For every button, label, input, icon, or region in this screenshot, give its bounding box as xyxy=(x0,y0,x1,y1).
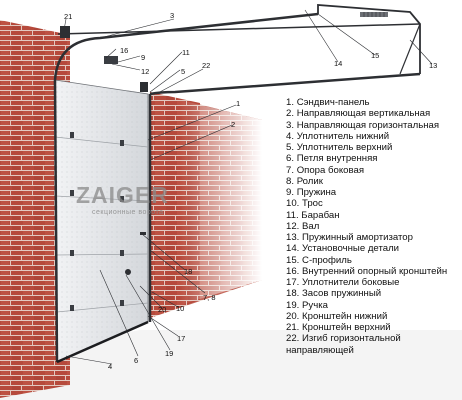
callout-21: 21 xyxy=(64,12,73,21)
callout-5: 5 xyxy=(181,67,186,76)
callout-2: 2 xyxy=(231,120,236,129)
callout-18: 18 xyxy=(184,267,193,276)
legend-item: 7. Опора боковая xyxy=(286,164,365,176)
door-handle xyxy=(125,269,131,275)
legend-item: 20. Кронштейн нижний xyxy=(286,310,388,322)
callout-22: 22 xyxy=(202,61,211,70)
legend-item: 14. Установочные детали xyxy=(286,243,400,255)
top-bracket xyxy=(60,26,70,38)
legend-item: 16. Внутренний опорный кронштейн xyxy=(286,265,448,277)
legend-item: 6. Петля внутренняя xyxy=(286,153,378,165)
legend-item: 8. Ролик xyxy=(286,175,323,187)
callout-7-8: 7, 8 xyxy=(203,293,216,302)
callout-4: 4 xyxy=(108,362,113,371)
callout-1: 1 xyxy=(236,99,241,108)
callout-3: 3 xyxy=(170,11,175,20)
legend-item: 4. Уплотнитель нижний xyxy=(286,130,390,142)
callout-14: 14 xyxy=(334,59,343,68)
torsion-shaft xyxy=(58,24,420,34)
callout-9: 9 xyxy=(141,53,146,62)
callout-17: 17 xyxy=(177,334,186,343)
callout-15: 15 xyxy=(371,51,380,60)
parts-legend xyxy=(286,97,462,356)
legend-item: 13. Пружинный амортизатор xyxy=(286,232,413,243)
callout-20: 20 xyxy=(158,305,167,314)
legend-item: 15. С-профиль xyxy=(286,254,352,266)
inner-support-bracket xyxy=(140,82,148,92)
panel-texture xyxy=(55,80,148,362)
legend-item: 10. Трос xyxy=(286,198,323,210)
legend-item: 18. Засов пружинный xyxy=(286,288,382,300)
callout-10: 10 xyxy=(176,304,185,313)
legend-item: 12. Вал xyxy=(286,220,320,232)
rear-brace xyxy=(400,24,420,74)
legend-item: 19. Ручка xyxy=(286,299,328,311)
horizontal-guide-right xyxy=(150,74,420,94)
legend-item: 11. Барабан xyxy=(286,209,340,221)
legend-item: 2. Направляющая вертикальная xyxy=(286,108,431,120)
callout-13: 13 xyxy=(429,61,438,70)
callout-19: 19 xyxy=(165,349,174,358)
drum xyxy=(104,56,118,64)
horizontal-guide-left xyxy=(55,14,318,80)
watermark-brand: ZAIGER xyxy=(76,182,169,208)
watermark-tagline: секционные ворота xyxy=(92,209,164,216)
callout-6: 6 xyxy=(134,356,139,365)
legend-item: 21. Кронштейн верхний xyxy=(286,322,391,333)
callout-11: 11 xyxy=(182,48,190,57)
callout-16: 16 xyxy=(120,46,129,55)
legend-item: 9. Пружина xyxy=(286,187,337,198)
legend-item: 17. Уплотнители боковые xyxy=(286,277,400,288)
legend-item: 3. Направляющая горизонтальная xyxy=(286,119,440,131)
callout-12: 12 xyxy=(141,67,150,76)
legend-item: 1. Сэндвич-панель xyxy=(286,97,370,108)
legend-item: 22. Изгиб горизонтальной направляющей xyxy=(286,333,401,356)
legend-item: 5. Уплотнитель верхний xyxy=(286,142,393,153)
